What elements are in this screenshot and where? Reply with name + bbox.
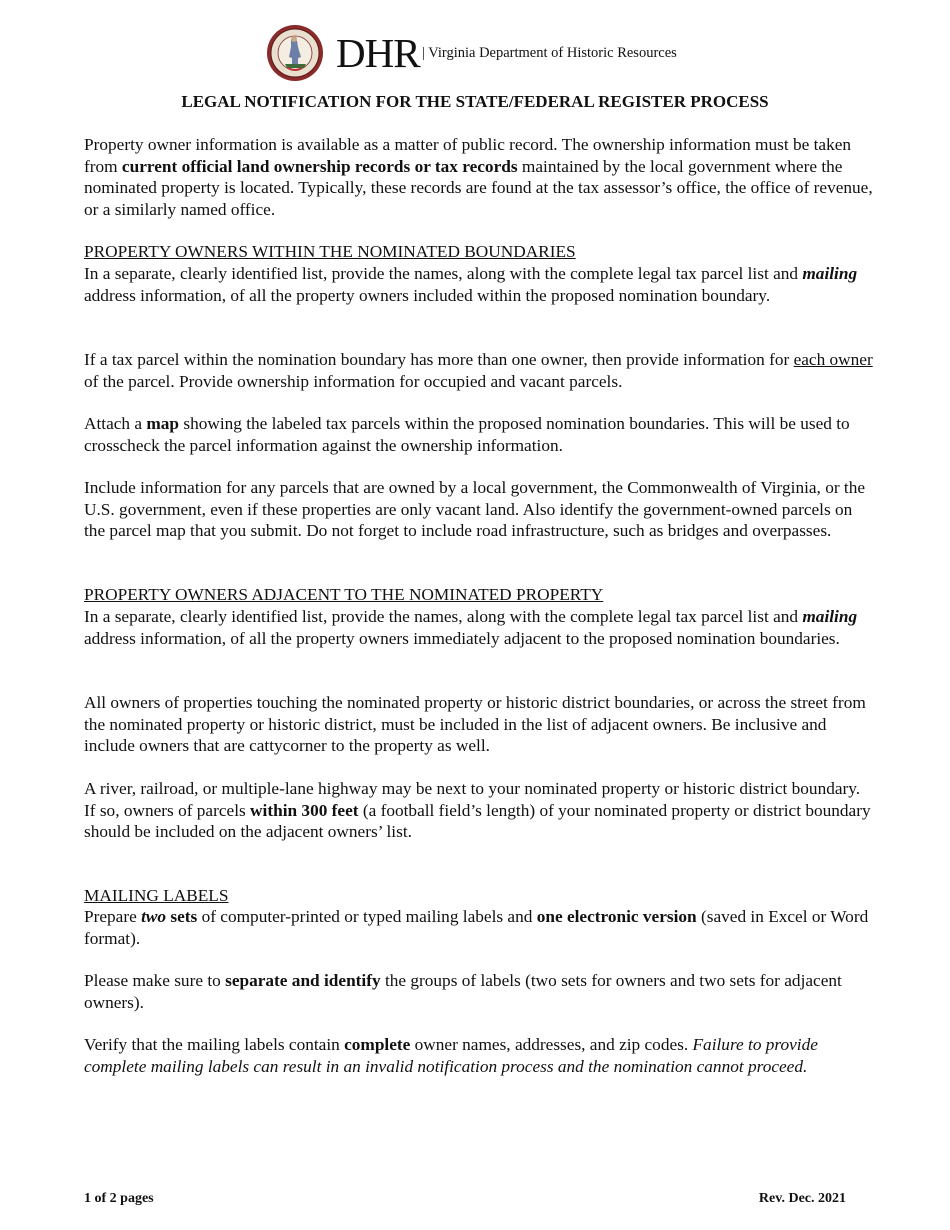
section3-paragraph-1: Prepare two sets of computer-printed or typed mailing labels and one electronic version (saved in Excel or Word format). (84, 907, 869, 948)
dhr-logo-text: DHR (336, 30, 420, 76)
section-heading-mailing-labels: MAILING LABELS (84, 886, 229, 905)
virginia-seal-icon (266, 24, 324, 82)
page-count: 1 of 2 pages (84, 1191, 154, 1206)
agency-name: | Virginia Department of Historic Resources (422, 45, 677, 61)
page-header (0, 22, 950, 82)
section1-paragraph-2: If a tax parcel within the nomination boundary has more than one owner, then provide information for each owner of the parcel. Provide ownership information for occupied and vacant parcels. (84, 350, 873, 391)
section2-paragraph-2: All owners of properties touching the nominated property or historic district boundaries, or across the street from the nominated property or historic district, must be included in the list of adjacent owners. Be inclusive and include owners that are cattycorner to the property as well. (84, 693, 866, 756)
section2-paragraph-3: A river, railroad, or multiple-lane highway may be next to your nominated property or historic district boundary. If so, owners of parcels within 300 feet (a football field’s length) of your nominated property or district boundary should be included on the adjacent owners’ list. (84, 779, 871, 842)
section3-paragraph-3: Verify that the mailing labels contain complete owner names, addresses, and zip codes. Failure to provide complete mailing labels can result in an invalid notification process and the nomination cannot proceed. (84, 1035, 818, 1076)
section1-paragraph-4: Include information for any parcels that are owned by a local government, the Commonwealth of Virginia, or the U.S. government, even if these properties are only vacant land. Also identify the government-owned parcels on the parcel map that you submit. Do not forget to include road infrastructure, such as bridges and overpasses. (84, 478, 866, 541)
section1-paragraph-1: In a separate, clearly identified list, provide the names, along with the complete legal tax parcel list and mailing address information, of all the property owners included within the proposed nomination boundary. (84, 264, 858, 305)
section2-paragraph-1: In a separate, clearly identified list, provide the names, along with the complete legal tax parcel list and mailing address information, of all the property owners immediately adjacent to the proposed nomination boundaries. (84, 607, 858, 648)
section-heading-within-boundaries: PROPERTY OWNERS WITHIN THE NOMINATED BOUNDARIES (84, 242, 576, 261)
section3-paragraph-2: Please make sure to separate and identify the groups of labels (two sets for owners and two sets for adjacent owners). (84, 971, 842, 1012)
intro-paragraph: Property owner information is available as a matter of public record. The ownership information must be taken from current official land ownership records or tax records maintained by the local government where the nominated property is located. Typically, these records are found at the tax assessor’s office, the office of revenue, or a similarly named office. (84, 135, 873, 220)
section-heading-adjacent: PROPERTY OWNERS ADJACENT TO THE NOMINATED PROPERTY (84, 585, 604, 604)
section1-paragraph-3: Attach a map showing the labeled tax parcels within the proposed nomination boundaries. This will be used to crosscheck the parcel information against the ownership information. (84, 414, 850, 455)
document-title: LEGAL NOTIFICATION FOR THE STATE/FEDERAL REGISTER PROCESS (181, 92, 769, 111)
revision-date: Rev. Dec. 2021 (758, 1191, 846, 1206)
